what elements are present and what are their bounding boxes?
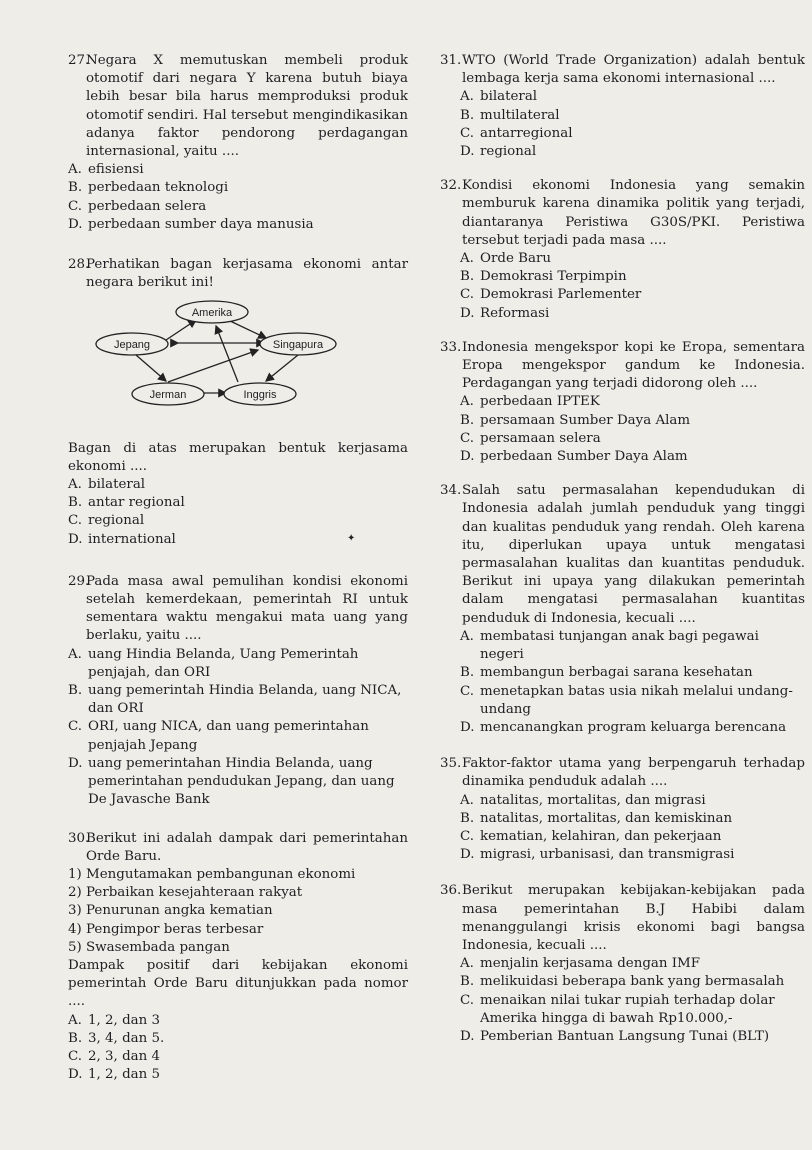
option-text: bilateral — [480, 89, 538, 105]
option-letter: A. — [460, 89, 474, 105]
option-text: regional — [88, 513, 145, 529]
option-letter: C. — [460, 683, 475, 699]
option-letter: B. — [460, 107, 475, 123]
edge-inggris-amerika — [216, 326, 238, 382]
option-letter: A. — [68, 1012, 82, 1028]
question-number: 31. — [440, 53, 462, 68]
question-33 — [440, 339, 805, 466]
option-text: antarregional — [480, 125, 573, 141]
question-stem: Berikut merupakan kebijakan-kebijakan pada masa pemerintahan B.J Habibi dalam menanggulangi krisis ekonomi bagi bangsa Indonesia, kecuali .... — [462, 883, 805, 953]
option-text: natalitas, mortalitas, dan migrasi — [480, 792, 706, 808]
option-text: ORI, uang NICA, dan uang pemerintahan penjajah Jepang — [88, 719, 369, 753]
node-label: Jerman — [149, 389, 187, 402]
question-stem: Negara X memutuskan membeli produk otomotif dari negara Y karena butuh biaya lebih besar bila harus memproduksi produk otomotif sendiri. Hal tersebut mengindikasikan adanya faktor pendorong perdagangan internasional, yaitu .... — [86, 53, 408, 160]
edge-jepang-jerman — [136, 355, 166, 381]
option-letter: A. — [460, 792, 474, 808]
option-text: perbedaan Sumber Daya Alam — [480, 449, 688, 465]
option-text: Pemberian Bantuan Langsung Tunai (BLT) — [480, 1028, 770, 1044]
list-item: 5) Swasembada pangan — [68, 939, 230, 955]
option-text: persamaan Sumber Daya Alam — [480, 412, 691, 428]
option-text: Reformasi — [480, 305, 550, 321]
option-letter: C. — [68, 513, 83, 529]
option-letter: D. — [460, 847, 475, 863]
option-text: efisiensi — [88, 162, 144, 178]
question-stem: WTO (World Trade Organization) adalah bentuk lembaga kerja sama ekonomi internasional .... — [462, 53, 805, 87]
option-text: natalitas, mortalitas, dan kemiskinan — [480, 810, 733, 826]
option-letter: C. — [460, 287, 475, 303]
option-text: perbedaan selera — [88, 198, 207, 214]
option-text: melikuidasi beberapa bank yang bermasalah — [480, 974, 785, 990]
node-label: Inggris — [243, 389, 277, 402]
question-stem: Indonesia mengekspor kopi ke Eropa, sementara Eropa mengekspor gandum ke Indonesia. Perdagangan yang terjadi didorong oleh .... — [462, 339, 805, 392]
question-28 — [68, 256, 408, 549]
option-text: uang pemerintahan Hindia Belanda, uang pemerintahan pendudukan Jepang, dan uang De Javasche Bank — [88, 755, 395, 808]
option-letter: A. — [460, 251, 474, 267]
question-36 — [440, 882, 805, 1046]
question-stem: Faktor-faktor utama yang berpengaruh terhadap dinamika penduduk adalah .... — [462, 756, 805, 790]
option-letter: D. — [460, 305, 475, 321]
option-letter: B. — [460, 665, 475, 681]
question-stem-2: Dampak positif dari kebijakan ekonomi pemerintah Orde Baru ditunjukkan pada nomor .... — [68, 957, 408, 1010]
question-number: 36. — [440, 883, 462, 899]
option-letter: B. — [68, 683, 83, 699]
edge-singapura-inggris — [266, 355, 298, 381]
option-text: persamaan selera — [480, 430, 601, 446]
node-label: Singapura — [272, 339, 324, 352]
option-text: 1, 2, dan 5 — [88, 1067, 161, 1083]
option-letter: C. — [68, 198, 83, 214]
list-item: 2) Perbaikan kesejahteraan rakyat — [68, 885, 303, 901]
question-35 — [440, 755, 805, 864]
option-letter: B. — [68, 495, 83, 511]
option-letter: C. — [460, 125, 475, 141]
option-letter: D. — [460, 144, 475, 160]
list-item: 3) Penurunan angka kematian — [68, 903, 273, 919]
stray-mark: ✦ — [347, 533, 356, 544]
option-letter: A. — [460, 628, 474, 644]
question-stem-2: Bagan di atas merupakan bentuk kerjasama ekonomi .... — [68, 440, 408, 474]
question-number: 30. — [68, 830, 90, 846]
edge-jepang-amerika — [166, 320, 196, 340]
question-number: 27. — [68, 53, 90, 68]
question-number: 29. — [68, 573, 90, 589]
question-number: 32. — [440, 178, 462, 194]
question-32 — [440, 177, 805, 323]
question-30 — [68, 830, 408, 1085]
option-letter: A. — [68, 477, 82, 493]
option-text: bilateral — [88, 477, 146, 493]
diagram-svg — [88, 298, 348, 423]
option-letter: C. — [460, 992, 475, 1008]
right-column — [440, 52, 805, 1060]
question-stem: Berikut ini adalah dampak dari pemerintahan Orde Baru. — [86, 830, 408, 864]
option-letter: A. — [68, 646, 82, 662]
option-text: kematian, kelahiran, dan pekerjaan — [480, 828, 722, 844]
option-text: Orde Baru — [480, 251, 551, 267]
option-text: mencanangkan program keluarga berencana — [480, 719, 787, 735]
option-letter: B. — [68, 1030, 83, 1046]
option-text: multilateral — [480, 107, 560, 123]
option-text: perbedaan IPTEK — [480, 394, 600, 410]
question-stem: Salah satu permasalahan kependudukan di Indonesia adalah jumlah penduduk yang tinggi dan kualitas penduduk yang rendah. Oleh karena itu, diperlukan upaya untuk mengatasi permasalahan kualitas dan kuantitas penduduk. Berikut ini upaya yang dilakukan pemerintah dalam mengatasi permasalahan kuantitas penduduk di Indonesia, kecuali .... — [462, 483, 805, 626]
question-number: 33. — [440, 339, 462, 355]
option-letter: B. — [68, 180, 83, 196]
question-stem: Pada masa awal pemulihan kondisi ekonomi setelah kemerdekaan, pemerintah RI untuk sementara waktu mengakui mata uang yang berlaku, yaitu .... — [86, 573, 408, 644]
option-text: menjalin kerjasama dengan IMF — [480, 956, 701, 972]
option-text: 1, 2, dan 3 — [88, 1012, 161, 1028]
option-text: perbedaan teknologi — [88, 180, 229, 196]
option-letter: C. — [68, 719, 83, 735]
option-text: menetapkan batas usia nikah melalui undang-undang — [480, 683, 793, 717]
option-letter: A. — [68, 162, 82, 178]
option-letter: A. — [460, 394, 474, 410]
option-text: Demokrasi Parlementer — [480, 287, 642, 303]
option-text: perbedaan sumber daya manusia — [88, 216, 314, 232]
option-text: international — [88, 531, 176, 547]
option-letter: A. — [460, 956, 474, 972]
option-text: membatasi tunjangan anak bagi pegawai negeri — [480, 628, 759, 663]
edge-amerika-singapura — [228, 320, 266, 338]
option-letter: B. — [460, 810, 475, 826]
option-letter: D. — [460, 719, 475, 735]
option-letter: D. — [68, 531, 83, 547]
option-letter: C. — [68, 1048, 83, 1064]
option-letter: B. — [460, 412, 475, 428]
edge-jerman-singapura — [168, 350, 258, 382]
option-text: menaikan nilai tukar rupiah terhadap dolar Amerika hingga di bawah Rp10.000,- — [480, 992, 775, 1026]
option-letter: D. — [460, 449, 475, 465]
question-stem: Kondisi ekonomi Indonesia yang semakin memburuk karena dinamika politik yang terjadi, diantaranya Peristiwa G30S/PKI. Peristiwa tersebut terjadi pada masa .... — [462, 178, 805, 248]
option-text: uang pemerintah Hindia Belanda, uang NICA, dan ORI — [88, 683, 402, 717]
option-text: Demokrasi Terpimpin — [480, 269, 627, 285]
option-letter: D. — [68, 755, 83, 771]
option-letter: B. — [460, 974, 475, 990]
cooperation-diagram — [88, 298, 408, 429]
option-text: regional — [480, 144, 537, 160]
option-letter: C. — [460, 430, 475, 446]
list-item: 1) Mengutamakan pembangunan ekonomi — [68, 866, 356, 882]
question-31 — [440, 52, 805, 161]
question-34 — [440, 482, 805, 737]
node-label: Amerika — [191, 307, 233, 320]
option-letter: D. — [68, 1067, 83, 1083]
question-27 — [68, 52, 408, 234]
left-column — [68, 52, 408, 1098]
option-text: 2, 3, dan 4 — [88, 1048, 161, 1064]
question-number: 28. — [68, 257, 90, 273]
question-stem: Perhatikan bagan kerjasama ekonomi antar negara berikut ini! — [86, 257, 408, 291]
option-letter: C. — [460, 828, 475, 844]
option-text: migrasi, urbanisasi, dan transmigrasi — [480, 847, 735, 863]
option-text: antar regional — [88, 495, 185, 511]
option-letter: D. — [68, 216, 83, 232]
option-letter: B. — [460, 269, 475, 285]
node-label: Jepang — [113, 339, 151, 352]
question-number: 34. — [440, 483, 462, 499]
option-letter: D. — [460, 1028, 475, 1044]
question-number: 35. — [440, 756, 462, 772]
option-text: 3, 4, dan 5. — [88, 1030, 165, 1046]
list-item: 4) Pengimpor beras terbesar — [68, 921, 264, 937]
option-text: membangun berbagai sarana kesehatan — [480, 665, 753, 681]
question-29 — [68, 573, 408, 810]
option-text: uang Hindia Belanda, Uang Pemerintah penjajah, dan ORI — [88, 646, 359, 680]
